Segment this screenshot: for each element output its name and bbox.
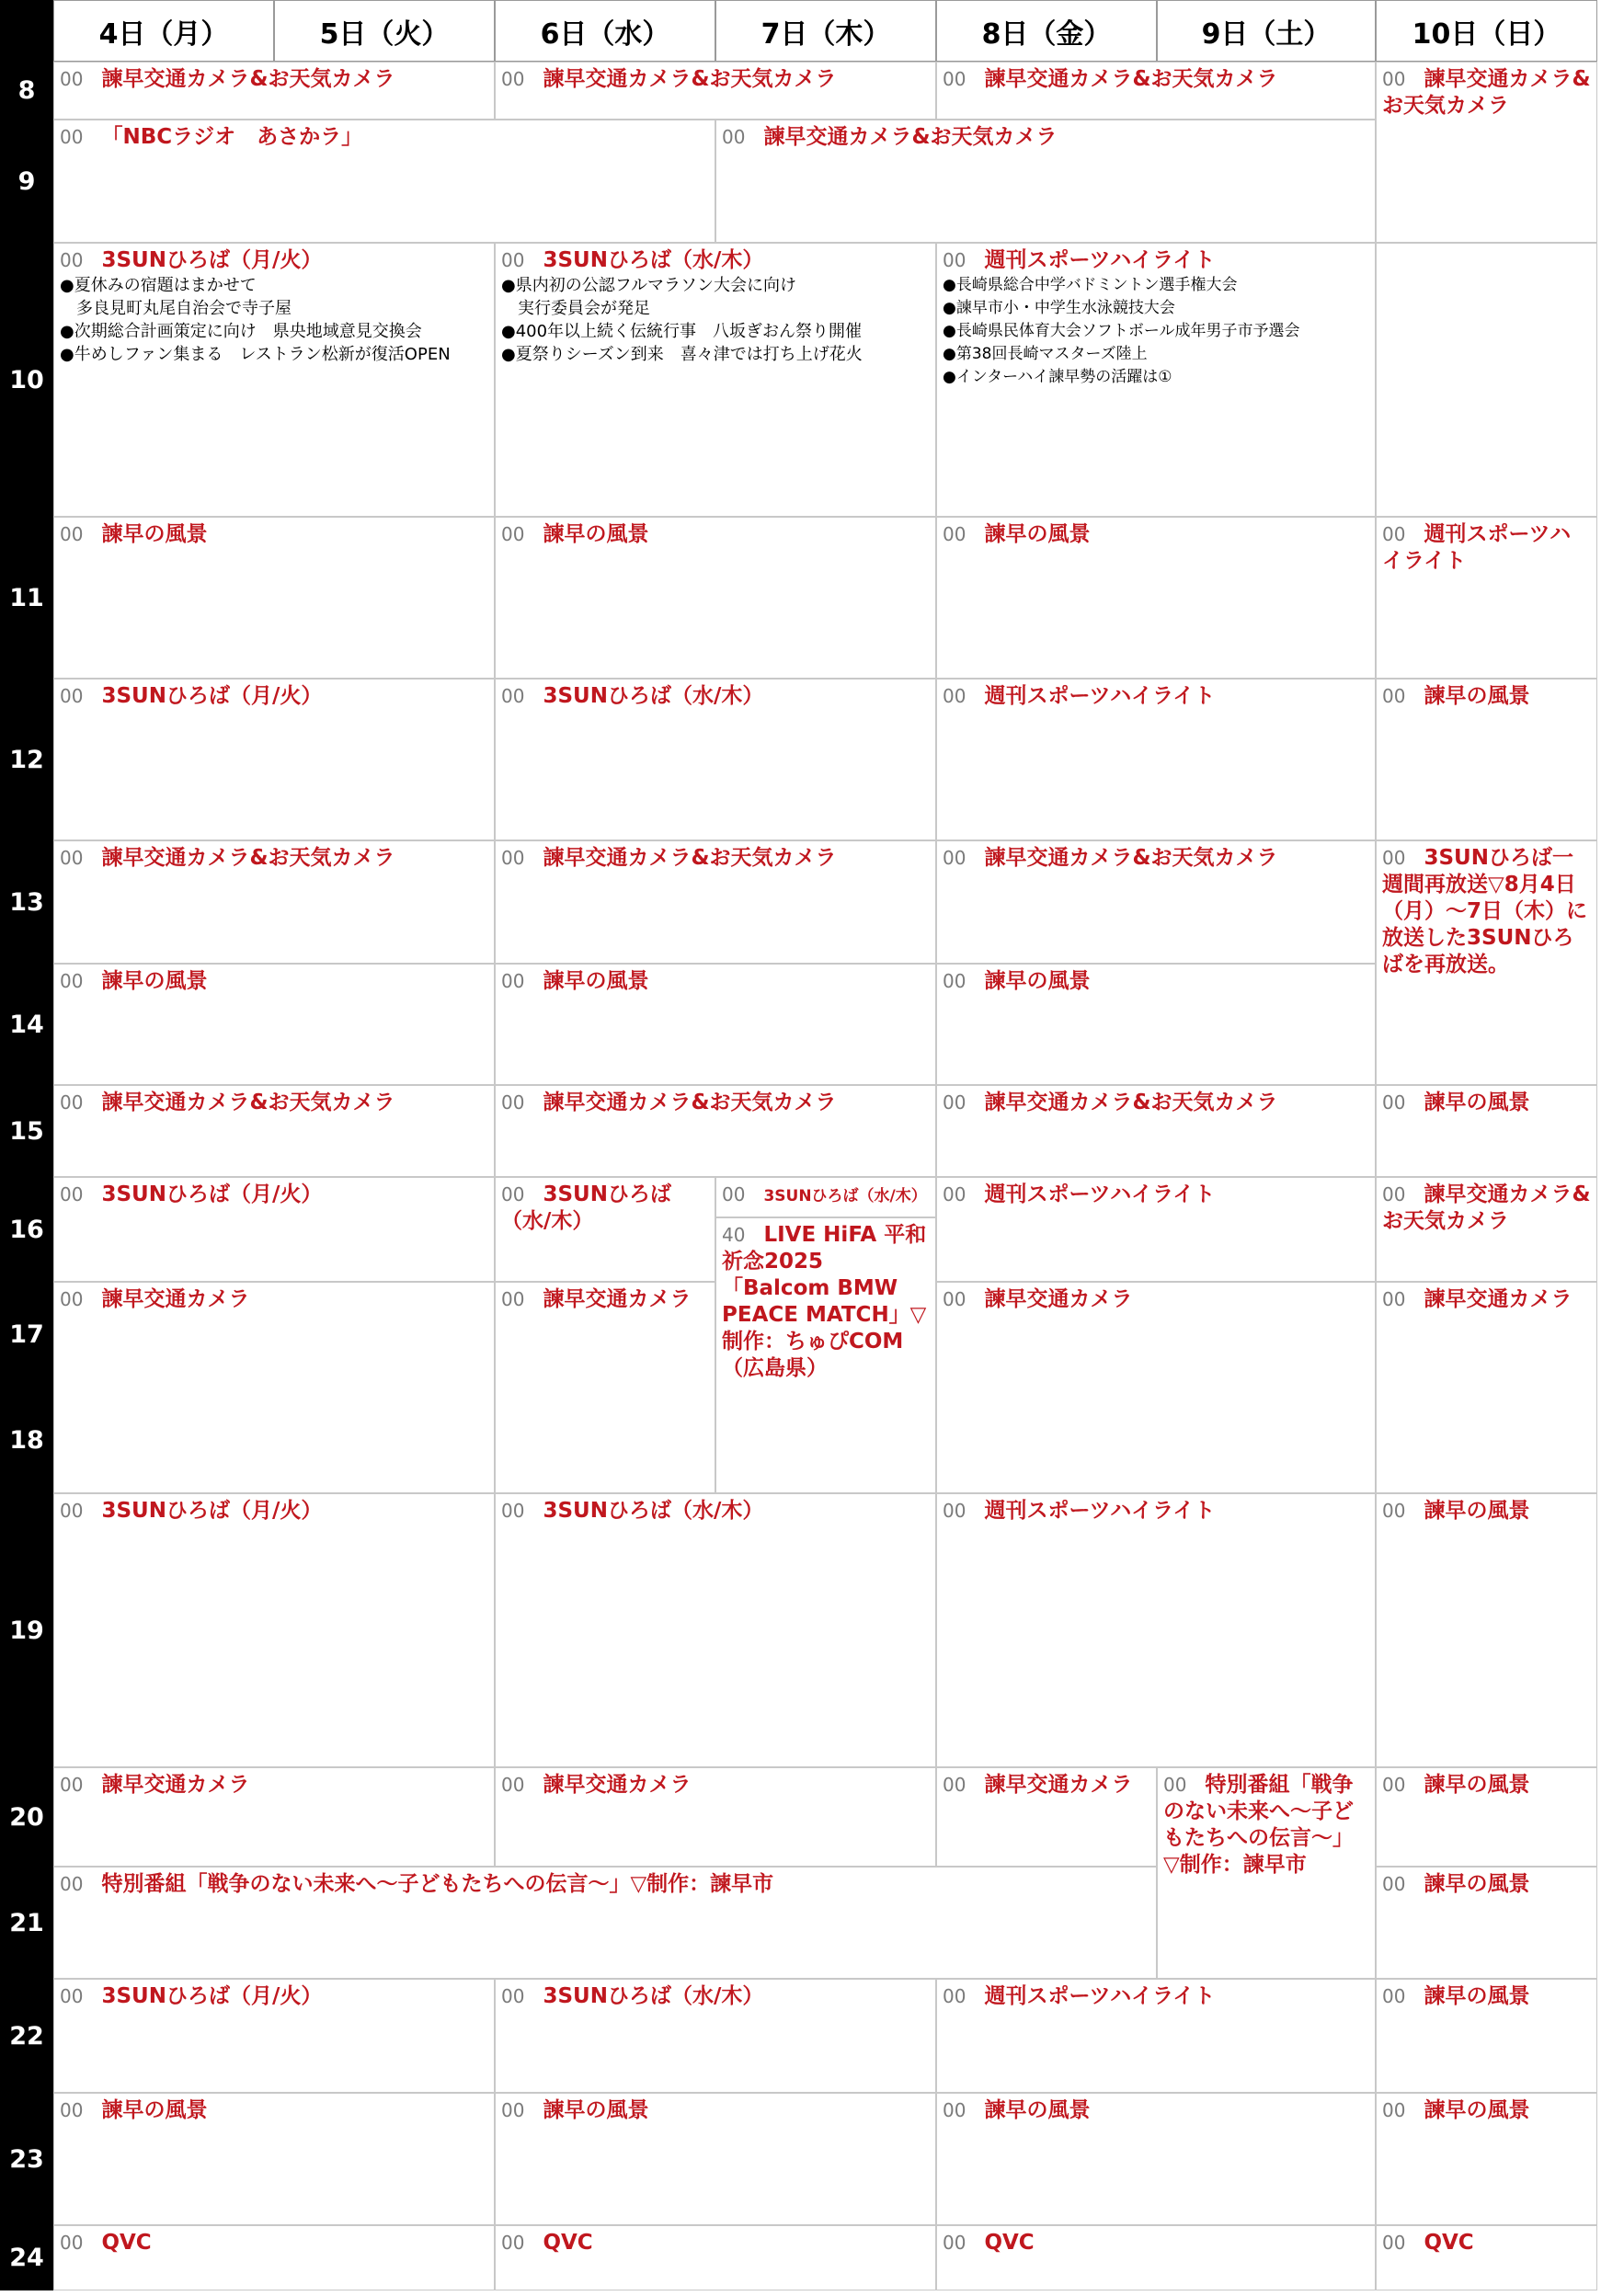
program-heading <box>943 1498 1369 1525</box>
program-cell[interactable] <box>53 1767 495 1867</box>
program-start-minute: 00 <box>60 1873 84 1895</box>
day-header: 5日（火） <box>274 0 495 62</box>
program-cell[interactable] <box>936 679 1376 840</box>
program-start-minute: 00 <box>943 1985 966 2007</box>
program-heading <box>501 247 930 274</box>
program-cell[interactable] <box>495 1767 936 1867</box>
program-cell[interactable] <box>495 62 936 120</box>
program-start-minute: 40 <box>722 1224 746 1246</box>
program-cell[interactable] <box>1376 62 1597 243</box>
program-title: 諫早の風景 <box>1424 1773 1530 1797</box>
program-cell[interactable] <box>53 2093 495 2225</box>
program-title: 諫早交通カメラ <box>543 1287 692 1311</box>
day-header: 8日（金） <box>936 0 1157 62</box>
program-heading <box>1382 845 1591 978</box>
program-cell[interactable] <box>1376 1085 1597 1177</box>
hour-label: 24 <box>0 2225 53 2290</box>
program-cell[interactable] <box>715 1217 936 1493</box>
program-start-minute: 00 <box>943 1774 966 1796</box>
program-topic: ●牛めしファン集まる レストラン松新が復活OPEN <box>60 345 451 364</box>
program-start-minute: 00 <box>60 126 84 148</box>
program-title: 3SUNひろば一週間再放送▽8月4日（月）～7日（木）に放送した3SUNひろばを再放送。 <box>1382 846 1588 977</box>
program-start-minute: 00 <box>501 1288 525 1310</box>
program-topic-list <box>60 274 488 366</box>
program-topic-list <box>943 274 1369 389</box>
program-start-minute: 00 <box>943 970 966 992</box>
program-title: 諫早交通カメラ&お天気カメラ <box>101 67 395 91</box>
program-start-minute: 00 <box>60 249 84 271</box>
program-heading <box>1382 683 1591 710</box>
program-heading <box>60 2230 488 2256</box>
program-heading <box>943 683 1369 710</box>
program-title: QVC <box>984 2231 1035 2255</box>
program-heading <box>943 845 1369 872</box>
program-heading <box>1382 1286 1591 1313</box>
program-topic: ●長崎県民体育大会ソフトボール成年男子市予選会 <box>943 322 1300 340</box>
program-heading <box>501 1090 930 1116</box>
program-cell[interactable] <box>1376 679 1597 840</box>
program-title: 特別番組「戦争のない未来へ～子どもたちへの伝言～」▽制作：諫早市 <box>1163 1773 1354 1877</box>
program-title: 諫早の風景 <box>101 2098 208 2122</box>
program-start-minute: 00 <box>943 2099 966 2121</box>
hour-label: 22 <box>0 1979 53 2093</box>
program-start-minute: 00 <box>501 1774 525 1796</box>
program-cell[interactable] <box>1157 1767 1376 1979</box>
program-heading <box>60 1498 488 1525</box>
program-title: 3SUNひろば（水/木） <box>501 1182 671 1233</box>
program-heading <box>60 66 488 93</box>
program-title: 3SUNひろば（水/木） <box>543 248 764 272</box>
program-cell[interactable] <box>495 840 936 964</box>
day-header: 10日（日） <box>1376 0 1597 62</box>
program-heading <box>1382 1182 1591 1235</box>
program-start-minute: 00 <box>1382 1985 1406 2007</box>
program-title: 週刊スポーツハイライト <box>984 684 1216 708</box>
program-start-minute: 00 <box>1163 1774 1187 1796</box>
program-heading <box>722 1182 930 1210</box>
program-topic: ●次期総合計画策定に向け 県央地域意見交換会 <box>60 322 422 341</box>
program-title: 諫早交通カメラ&お天気カメラ <box>1382 1182 1591 1233</box>
program-heading <box>501 1772 930 1799</box>
program-start-minute: 00 <box>501 2232 525 2254</box>
program-heading <box>501 2097 930 2124</box>
program-topic: ●長崎県総合中学バドミントン選手権大会 <box>943 276 1238 294</box>
program-heading <box>60 1772 488 1799</box>
hour-label: 9 <box>0 120 53 243</box>
program-heading <box>60 1983 488 2010</box>
program-start-minute: 00 <box>501 1091 525 1114</box>
program-cell[interactable] <box>936 62 1376 120</box>
program-heading <box>501 968 930 995</box>
program-cell[interactable] <box>1376 1493 1597 1767</box>
program-title: 諫早交通カメラ&お天気カメラ <box>984 1091 1278 1114</box>
day-header: 9日（土） <box>1157 0 1376 62</box>
program-title: 3SUNひろば（月/火） <box>101 1182 323 1206</box>
program-cell[interactable] <box>53 1085 495 1177</box>
program-start-minute: 00 <box>60 1091 84 1114</box>
program-cell[interactable] <box>495 1979 936 2093</box>
program-heading <box>1382 66 1591 120</box>
program-start-minute: 00 <box>943 2232 966 2254</box>
program-start-minute: 00 <box>60 1288 84 1310</box>
day-header: 6日（水） <box>495 0 715 62</box>
program-cell[interactable] <box>936 1767 1157 1867</box>
program-start-minute: 00 <box>1382 2232 1406 2254</box>
program-title: 諫早交通カメラ&お天気カメラ <box>984 67 1278 91</box>
program-title: 週刊スポーツハイライト <box>984 1499 1216 1523</box>
program-start-minute: 00 <box>1382 1774 1406 1796</box>
program-topic: ●第38回長崎マスターズ陸上 <box>943 345 1148 363</box>
program-start-minute: 00 <box>501 68 525 90</box>
program-start-minute: 00 <box>60 1774 84 1796</box>
program-heading <box>60 845 488 872</box>
program-title: 諫早の風景 <box>543 969 649 993</box>
program-title: QVC <box>543 2231 593 2255</box>
program-start-minute: 00 <box>1382 1500 1406 1522</box>
program-start-minute: 00 <box>501 970 525 992</box>
program-heading <box>60 1090 488 1116</box>
program-start-minute: 00 <box>943 847 966 869</box>
program-heading <box>1382 521 1591 575</box>
program-heading <box>501 683 930 710</box>
program-cell[interactable] <box>936 1282 1376 1493</box>
program-start-minute: 00 <box>501 847 525 869</box>
program-start-minute: 00 <box>60 847 84 869</box>
program-start-minute: 00 <box>1382 2099 1406 2121</box>
program-title: 3SUNひろば（月/火） <box>101 248 323 272</box>
program-topic-list <box>501 274 930 366</box>
program-title: 諫早の風景 <box>984 2098 1091 2122</box>
program-heading <box>943 1286 1369 1313</box>
program-heading <box>501 521 930 548</box>
program-heading <box>60 1871 1150 1898</box>
program-heading <box>943 968 1369 995</box>
program-title: 諫早交通カメラ&お天気カメラ <box>984 846 1278 870</box>
program-title: 3SUNひろば（水/木） <box>763 1187 927 1205</box>
program-cell[interactable] <box>53 679 495 840</box>
program-cell[interactable] <box>53 243 495 517</box>
program-start-minute: 00 <box>943 685 966 707</box>
program-start-minute: 00 <box>60 970 84 992</box>
program-topic: ●夏休みの宿題はまかせて 多良見町丸尾自治会で寺子屋 <box>60 276 292 318</box>
program-topic: ●400年以上続く伝統行事 八坂ぎおん祭り開催 <box>501 322 863 341</box>
hour-label: 15 <box>0 1085 53 1177</box>
program-cell[interactable] <box>1376 2225 1597 2290</box>
hour-label: 10 <box>0 243 53 517</box>
program-start-minute: 00 <box>60 2232 84 2254</box>
program-cell[interactable] <box>53 2225 495 2290</box>
program-heading <box>943 1182 1369 1208</box>
program-topic: ●インターハイ諫早勢の活躍は① <box>943 368 1172 386</box>
program-heading <box>943 2230 1369 2256</box>
program-title: 諫早の風景 <box>1424 684 1530 708</box>
program-cell[interactable] <box>495 964 936 1085</box>
program-title: 諫早交通カメラ&お天気カメラ <box>543 1091 837 1114</box>
program-heading <box>501 1498 930 1525</box>
program-title: 諫早の風景 <box>1424 2098 1530 2122</box>
hour-label: 14 <box>0 964 53 1085</box>
hour-label: 19 <box>0 1493 53 1767</box>
program-title: 諫早交通カメラ&お天気カメラ <box>543 846 837 870</box>
program-title: 諫早交通カメラ <box>101 1773 250 1797</box>
program-start-minute: 00 <box>501 523 525 545</box>
program-cell[interactable] <box>1376 1867 1597 1979</box>
program-start-minute: 00 <box>501 1500 525 1522</box>
program-topic: ●夏祭りシーズン到来 喜々津では打ち上げ花火 <box>501 345 863 364</box>
hour-label: 16 <box>0 1177 53 1282</box>
hour-label: 21 <box>0 1867 53 1979</box>
program-cell[interactable] <box>495 679 936 840</box>
program-title: 3SUNひろば（月/火） <box>101 1499 323 1523</box>
program-start-minute: 00 <box>60 1183 84 1205</box>
program-cell[interactable] <box>1376 1282 1597 1493</box>
day-header: 7日（木） <box>715 0 936 62</box>
hour-label: 12 <box>0 679 53 840</box>
program-cell[interactable] <box>495 1493 936 1767</box>
program-heading <box>60 2097 488 2124</box>
program-title: 特別番組「戦争のない未来へ～子どもたちへの伝言～」▽制作：諫早市 <box>101 1872 774 1896</box>
program-cell[interactable] <box>715 1177 936 1217</box>
program-title: 諫早の風景 <box>543 522 649 546</box>
program-heading <box>501 1286 709 1313</box>
program-heading <box>60 247 488 274</box>
program-start-minute: 00 <box>501 1985 525 2007</box>
program-heading <box>60 124 709 151</box>
program-heading <box>501 66 930 93</box>
program-title: 3SUNひろば（水/木） <box>543 684 764 708</box>
program-heading <box>943 521 1369 548</box>
program-title: 諫早交通カメラ <box>1424 1287 1572 1311</box>
program-title: 3SUNひろば（水/木） <box>543 1499 764 1523</box>
program-cell[interactable] <box>1376 1767 1597 1867</box>
program-heading <box>501 1182 709 1235</box>
program-title: QVC <box>101 2231 152 2255</box>
program-cell[interactable] <box>936 1493 1376 1767</box>
program-start-minute: 00 <box>722 126 746 148</box>
program-cell[interactable] <box>1376 243 1597 517</box>
program-title: 諫早交通カメラ <box>984 1287 1133 1311</box>
program-title: 諫早交通カメラ <box>101 1287 250 1311</box>
program-title: 3SUNひろば（月/火） <box>101 684 323 708</box>
program-title: LIVE HiFA 平和祈念2025「Balcom BMW PEACE MATCH」▽制作：ちゅぴCOM（広島県） <box>722 1223 927 1380</box>
header-corner <box>0 0 53 62</box>
program-start-minute: 00 <box>501 2099 525 2121</box>
hour-label: 18 <box>0 1388 53 1493</box>
program-start-minute: 00 <box>1382 685 1406 707</box>
hour-label: 11 <box>0 517 53 679</box>
program-heading <box>60 1286 488 1313</box>
program-cell[interactable] <box>936 1085 1376 1177</box>
program-title: 週刊スポーツハイライト <box>1382 522 1572 573</box>
program-heading <box>501 1983 930 2010</box>
program-start-minute: 00 <box>60 68 84 90</box>
program-heading <box>943 1983 1369 2010</box>
program-cell[interactable] <box>495 517 936 679</box>
program-start-minute: 00 <box>1382 68 1406 90</box>
program-heading <box>60 521 488 548</box>
hour-label: 20 <box>0 1767 53 1867</box>
program-start-minute: 00 <box>501 249 525 271</box>
hour-label: 17 <box>0 1282 53 1388</box>
program-heading <box>1382 1983 1591 2010</box>
program-heading <box>722 124 1369 151</box>
program-heading <box>1382 1871 1591 1898</box>
program-heading <box>722 1222 930 1382</box>
program-cell[interactable] <box>936 1979 1376 2093</box>
program-cell[interactable] <box>53 1867 1157 1979</box>
program-heading <box>60 1182 488 1208</box>
program-start-minute: 00 <box>943 523 966 545</box>
program-start-minute: 00 <box>1382 1183 1406 1205</box>
program-title: 諫早の風景 <box>101 969 208 993</box>
hour-label: 23 <box>0 2093 53 2225</box>
program-heading <box>501 2230 930 2256</box>
program-topic: ●県内初の公認フルマラソン大会に向け 実行委員会が発足 <box>501 276 796 318</box>
program-start-minute: 00 <box>1382 1091 1406 1114</box>
program-title: 諫早の風景 <box>543 2098 649 2122</box>
program-title: QVC <box>1424 2231 1474 2255</box>
program-start-minute: 00 <box>943 1091 966 1114</box>
program-cell[interactable] <box>936 2093 1376 2225</box>
program-cell[interactable] <box>936 517 1376 679</box>
program-heading <box>1382 2230 1591 2256</box>
program-title: 週刊スポーツハイライト <box>984 1182 1216 1206</box>
program-cell[interactable] <box>53 1282 495 1493</box>
program-title: 諫早の風景 <box>984 969 1091 993</box>
program-cell[interactable] <box>495 1282 715 1493</box>
program-start-minute: 00 <box>60 1985 84 2007</box>
program-heading <box>1382 1090 1591 1116</box>
program-start-minute: 00 <box>943 1500 966 1522</box>
program-start-minute: 00 <box>60 1500 84 1522</box>
hour-label: 8 <box>0 62 53 120</box>
program-title: 3SUNひろば（水/木） <box>543 1984 764 2008</box>
program-start-minute: 00 <box>60 523 84 545</box>
program-cell[interactable] <box>495 243 936 517</box>
program-title: 諫早交通カメラ&お天気カメラ <box>101 846 395 870</box>
program-title: 諫早の風景 <box>1424 1984 1530 2008</box>
program-cell[interactable] <box>495 1085 936 1177</box>
program-cell[interactable] <box>1376 517 1597 679</box>
program-cell[interactable] <box>1376 1177 1597 1282</box>
program-cell[interactable] <box>715 120 1376 243</box>
program-heading <box>60 968 488 995</box>
hour-label: 13 <box>0 840 53 964</box>
program-start-minute: 00 <box>60 2099 84 2121</box>
program-heading <box>501 845 930 872</box>
program-title: 諫早の風景 <box>101 522 208 546</box>
program-topic: ●諫早市小・中学生水泳競技大会 <box>943 299 1175 317</box>
program-title: 諫早の風景 <box>1424 1091 1530 1114</box>
program-cell[interactable] <box>495 2093 936 2225</box>
program-start-minute: 00 <box>943 68 966 90</box>
program-cell[interactable] <box>53 840 495 964</box>
program-cell[interactable] <box>936 964 1376 1085</box>
program-cell[interactable] <box>53 1177 495 1282</box>
program-title: 諫早の風景 <box>984 522 1091 546</box>
program-title: 諫早の風景 <box>1424 1499 1530 1523</box>
program-cell[interactable] <box>53 517 495 679</box>
program-heading <box>1382 1772 1591 1799</box>
program-cell[interactable] <box>53 964 495 1085</box>
program-heading <box>60 683 488 710</box>
program-cell[interactable] <box>936 1177 1376 1282</box>
program-cell[interactable] <box>53 62 495 120</box>
program-heading <box>1382 1498 1591 1525</box>
program-cell[interactable] <box>936 2225 1376 2290</box>
program-cell[interactable] <box>53 1493 495 1767</box>
program-cell[interactable] <box>1376 2093 1597 2225</box>
program-title: 諫早交通カメラ&お天気カメラ <box>101 1091 395 1114</box>
program-cell[interactable] <box>936 840 1376 964</box>
program-cell[interactable] <box>53 120 715 243</box>
program-cell[interactable] <box>1376 1979 1597 2093</box>
program-start-minute: 00 <box>1382 847 1406 869</box>
program-start-minute: 00 <box>943 1288 966 1310</box>
program-title: 諫早交通カメラ <box>543 1773 692 1797</box>
program-title: 諫早交通カメラ&お天気カメラ <box>763 125 1058 149</box>
program-cell[interactable] <box>53 1979 495 2093</box>
program-cell[interactable] <box>936 243 1376 517</box>
program-heading <box>1382 2097 1591 2124</box>
program-start-minute: 00 <box>60 685 84 707</box>
program-heading <box>1163 1772 1369 1879</box>
program-title: 「NBCラジオ あさかラ」 <box>101 125 363 149</box>
program-start-minute: 00 <box>1382 523 1406 545</box>
program-start-minute: 00 <box>501 685 525 707</box>
program-heading <box>943 1090 1369 1116</box>
program-title: 週刊スポーツハイライト <box>984 248 1216 272</box>
program-title: 3SUNひろば（月/火） <box>101 1984 323 2008</box>
program-title: 諫早交通カメラ <box>984 1773 1133 1797</box>
program-start-minute: 00 <box>943 249 966 271</box>
program-heading <box>943 66 1369 93</box>
program-start-minute: 00 <box>501 1183 525 1205</box>
program-title: 諫早交通カメラ&お天気カメラ <box>1382 67 1591 118</box>
program-cell[interactable] <box>1376 840 1597 1085</box>
program-heading <box>943 2097 1369 2124</box>
program-start-minute: 00 <box>722 1183 746 1205</box>
program-title: 諫早の風景 <box>1424 1872 1530 1896</box>
program-cell[interactable] <box>495 2225 936 2290</box>
day-header: 4日（月） <box>53 0 274 62</box>
program-heading <box>943 247 1369 274</box>
program-start-minute: 00 <box>1382 1873 1406 1895</box>
program-heading <box>943 1772 1150 1799</box>
program-title: 週刊スポーツハイライト <box>984 1984 1216 2008</box>
program-start-minute: 00 <box>1382 1288 1406 1310</box>
program-start-minute: 00 <box>943 1183 966 1205</box>
program-cell[interactable] <box>495 1177 715 1282</box>
program-title: 諫早交通カメラ&お天気カメラ <box>543 67 837 91</box>
